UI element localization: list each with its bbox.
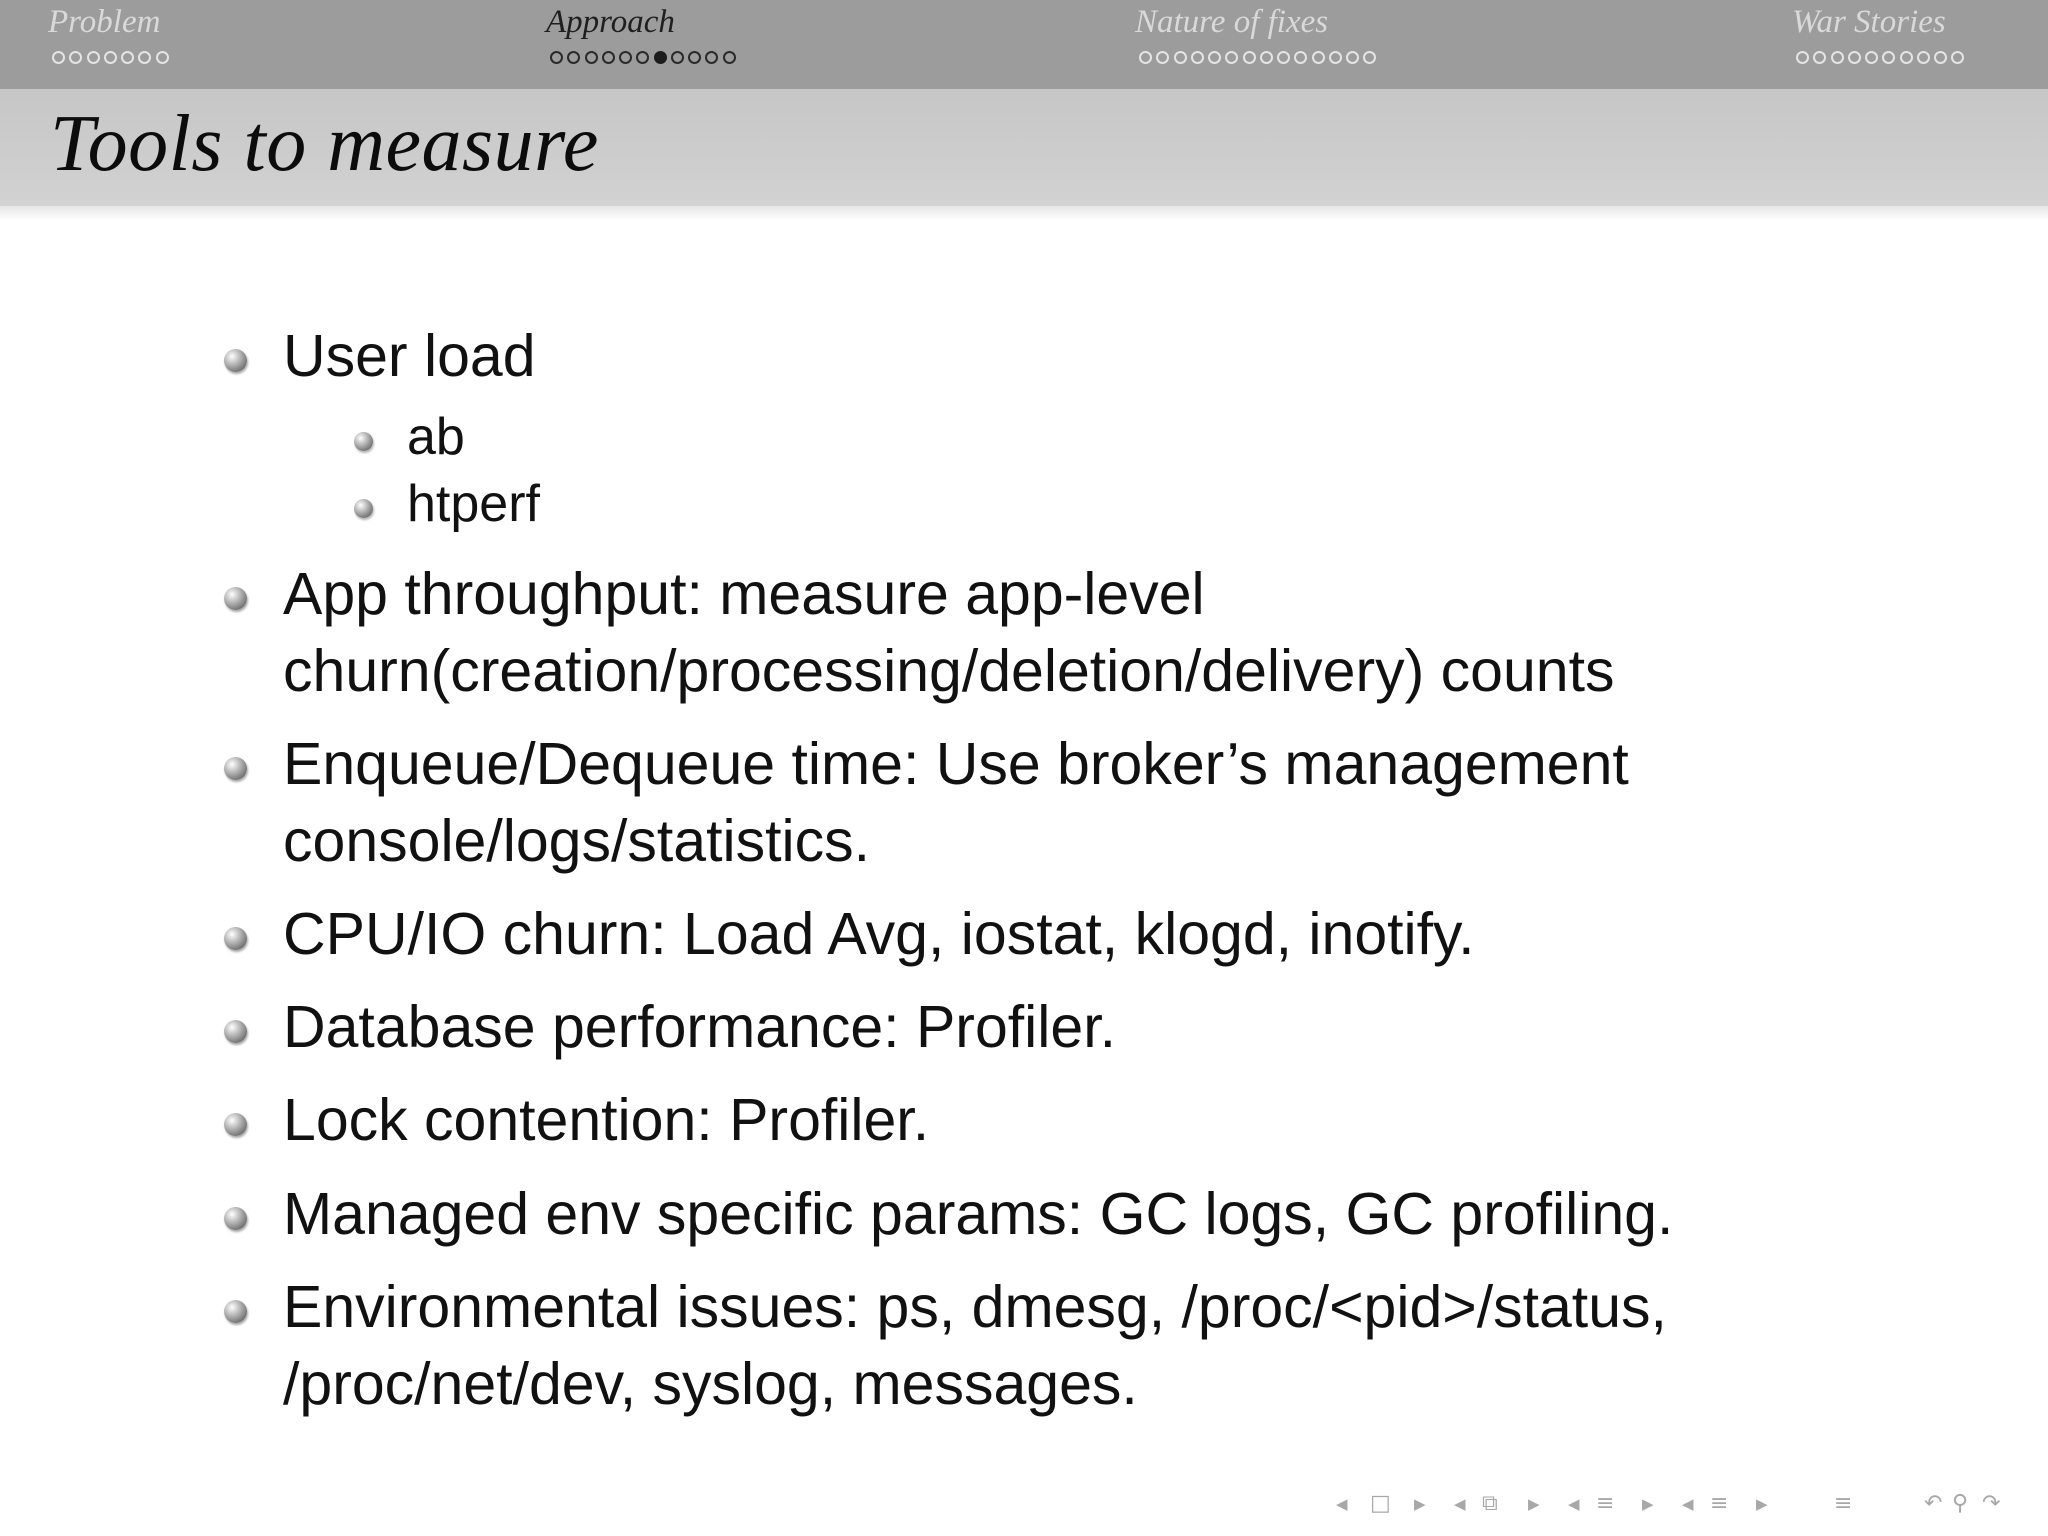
bullet-icon xyxy=(224,1113,247,1136)
next-slide-icon[interactable]: ▶ xyxy=(1414,1495,1426,1513)
prev-subsection-icon[interactable]: ◀ xyxy=(1568,1495,1580,1513)
slide-icon[interactable]: □ xyxy=(1370,1491,1391,1516)
list-item-text-line-1: Environmental issues: ps, dmesg, /proc/<pid>/status, xyxy=(283,1274,1667,1340)
list-item-text: Database performance: Profiler. xyxy=(283,994,1116,1060)
list-item-text: CPU/IO churn: Load Avg, iostat, klogd, inotify. xyxy=(283,901,1475,967)
nav-section-nature-of-fixes-label[interactable]: Nature of fixes xyxy=(1135,4,1329,40)
sub-bullet-icon xyxy=(354,432,373,451)
next-section-icon[interactable]: ▶ xyxy=(1756,1495,1768,1513)
subsection-icon[interactable]: ≡ xyxy=(1596,1491,1615,1516)
bullet-icon xyxy=(224,927,247,950)
nav-section-approach-label[interactable]: Approach xyxy=(546,4,675,40)
prev-section-icon[interactable]: ◀ xyxy=(1682,1495,1694,1513)
search-icon[interactable]: ⚲ xyxy=(1952,1491,1969,1516)
bullet-icon xyxy=(224,587,247,610)
frame-title: Tools to measure xyxy=(50,100,599,188)
next-frame-icon[interactable]: ▶ xyxy=(1528,1495,1540,1513)
forward-icon[interactable]: ↷ xyxy=(1982,1491,2001,1516)
prev-frame-icon[interactable]: ◀ xyxy=(1454,1495,1466,1513)
bullet-icon xyxy=(224,1020,247,1043)
list-item-text: Managed env specific params: GC logs, GC profiling. xyxy=(283,1181,1674,1247)
sub-item-text: htperf xyxy=(407,475,540,533)
section-icon[interactable]: ≡ xyxy=(1710,1491,1729,1516)
list-item-text-line-2: /proc/net/dev, syslog, messages. xyxy=(283,1351,1138,1417)
sub-bullet-icon xyxy=(354,499,373,518)
navigation-symbols xyxy=(1330,1486,2030,1522)
next-subsection-icon[interactable]: ▶ xyxy=(1642,1495,1654,1513)
document-icon[interactable]: ≡ xyxy=(1834,1491,1853,1516)
sub-item-text: ab xyxy=(407,408,465,466)
frame-icon[interactable]: ⧉ xyxy=(1482,1491,1498,1516)
nav-section-problem-label[interactable]: Problem xyxy=(48,4,161,40)
list-item-text-line-2: churn(creation/processing/deletion/delivery) counts xyxy=(283,638,1615,704)
bullet-icon xyxy=(224,1207,247,1230)
back-icon[interactable]: ↶ xyxy=(1924,1491,1943,1516)
nav-section-war-stories-label[interactable]: War Stories xyxy=(1792,4,1946,40)
bullet-icon xyxy=(224,349,247,372)
bullet-icon xyxy=(224,757,247,780)
list-item-text-line-1: Enqueue/Dequeue time: Use broker’s management xyxy=(283,731,1629,797)
prev-slide-icon[interactable]: ◀ xyxy=(1336,1495,1348,1513)
bullet-icon xyxy=(224,1300,247,1323)
list-item-text: User load xyxy=(283,323,536,389)
list-item-text-line-2: console/logs/statistics. xyxy=(283,808,870,874)
list-item-text: Lock contention: Profiler. xyxy=(283,1087,930,1153)
list-item-text-line-1: App throughput: measure app-level xyxy=(283,561,1205,627)
